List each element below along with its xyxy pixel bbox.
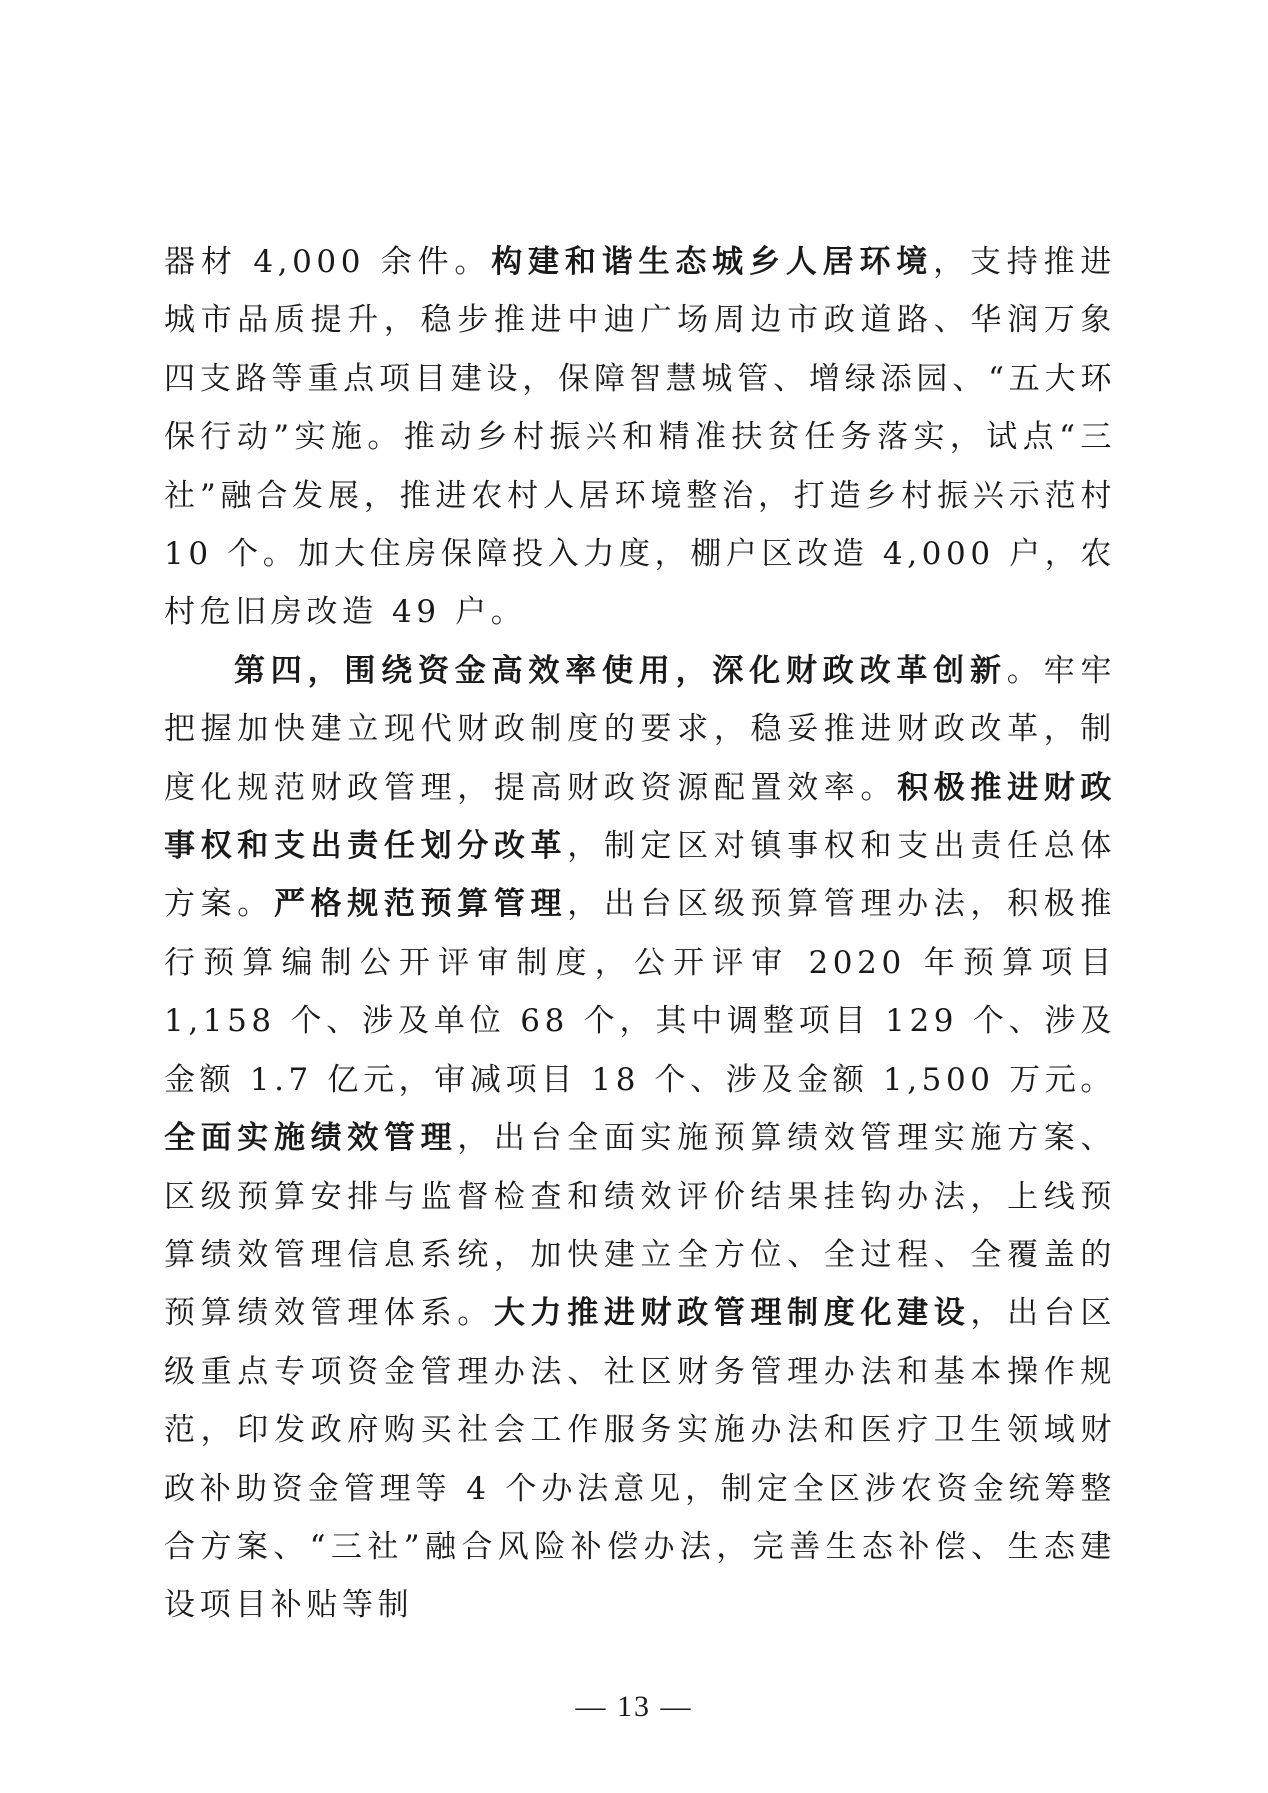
text-segment: 。牢牢把握加快建立现代财政制度的要求，稳妥推进财政改革，制度化规范财政管理，提高财政资源配置效率。	[164, 652, 1116, 806]
page-number: — 13 —	[575, 1690, 693, 1723]
paragraph-1	[164, 233, 1116, 642]
text-segment: ，出台区级预算管理办法，积极推行预算编制公开评审制度，公开评审 2020 年预算项目 1,158 个、涉及单位 68 个，其中调整项目 129 个、涉及金额 1.7 亿元，审减项目 18 个、涉及金额 1,500 万元。	[164, 886, 1116, 1098]
text-segment: 器材 4,000 余件。	[164, 244, 492, 280]
bold-heading-segment: 构建和谐生态城乡人居环境	[491, 244, 934, 280]
bold-heading-segment: 严格规范预算管理	[273, 886, 568, 923]
text-segment: ，制定区对镇事权和支出责任总体方案。	[164, 828, 1116, 923]
bold-heading-segment: 全面实施绩效管理	[164, 1120, 458, 1157]
text-segment: ，出台区级重点专项资金管理办法、社区财务管理办法和基本操作规范，印发政府购买社会工作服务实施办法和医疗卫生领域财政补助资金管理等 4 个办法意见，制定全区涉农资金统筹整合方案、“三社”融合风险补偿办法，完善生态补偿、生态建设项目补贴等制	[164, 1295, 1116, 1624]
bold-heading-segment: 积极推进财政事权和支出责任划分改革	[164, 769, 1117, 865]
paragraph-2	[164, 642, 1116, 1635]
body-text	[164, 233, 1116, 1635]
text-segment: ，出台全面实施预算绩效管理实施方案、区级预算安排与监督检查和绩效评价结果挂钩办法，上线预算绩效管理信息系统，加快建立全方位、全过程、全覆盖的预算绩效管理体系。	[164, 1120, 1116, 1332]
bold-heading-segment: 第四，围绕资金高效率使用，深化财政改革创新	[234, 652, 1007, 689]
text-segment: ，支持推进城市品质提升，稳步推进中迪广场周边市政道路、华润万象四支路等重点项目建设，保障智慧城管、增绿添园、“五大环保行动”实施。推动乡村振兴和精准扶贫任务落实，试点“三社”融合发展，推进农村人居环境整治，打造乡村振兴示范村 10 个。加大住房保障投入力度，棚户区改造 4,000 户，农村危旧房改造 49 户。	[164, 244, 1117, 631]
bold-heading-segment: 大力推进财政管理制度化建设	[493, 1295, 971, 1332]
